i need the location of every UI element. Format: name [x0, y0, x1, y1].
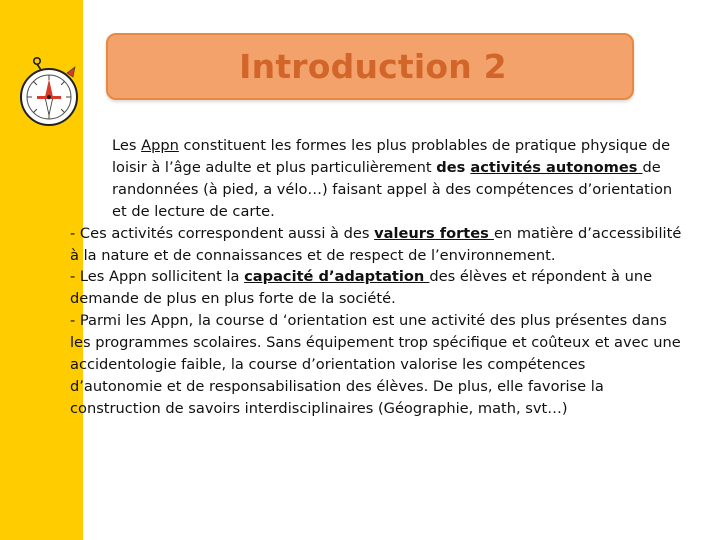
paragraph-1 — [70, 135, 682, 223]
body-text — [70, 135, 682, 420]
text-run-bold-underlined: activités autonomes — [470, 158, 643, 176]
text-run: - Ces activités correspondent aussi à des — [70, 224, 375, 242]
paragraph-4 — [70, 310, 682, 420]
paragraph-2 — [70, 223, 682, 267]
text-run: - Les Appn sollicitent la — [70, 268, 245, 286]
text-run-bold-underlined: capacité d’adaptation — [244, 268, 430, 286]
text-run-bold-underlined: valeurs fortes — [374, 224, 494, 242]
text-run: en matière d’accessibilité à la nature et de connaissances et de respect de l’environnement. — [70, 224, 682, 264]
paragraph-3 — [70, 266, 682, 310]
text-run-bold: des — [436, 158, 471, 176]
text-run: constituent les formes les plus problables de pratique physique de loisir à l’âge adulte et plus particulièrement — [112, 137, 671, 176]
text-run: Les — [112, 137, 142, 154]
text-run: des élèves et répondent à une demande de plus en plus forte de la société. — [70, 268, 653, 308]
text-run-underlined: Appn — [141, 137, 179, 154]
compass-icon — [17, 55, 87, 135]
page-title: Introduction 2 — [239, 47, 507, 86]
text-run: - Parmi les Appn, la course d ‘orientation est une activité des plus présentes dans les programmes scolaires. Sans équipement trop spécifique et coûteux et avec une accidentologie faible, la course d’orientation valorise les compétences d’autonomie et de responsabilisation des élèves. De plus, elle favorise la construction de savoirs interdisciplinaires (Géographie, math, svt…) — [70, 312, 681, 417]
text-run: de randonnées (à pied, a vélo…) faisant appel à des compétences d’orientation et de lecture de carte. — [112, 158, 673, 220]
title-box — [106, 33, 634, 100]
